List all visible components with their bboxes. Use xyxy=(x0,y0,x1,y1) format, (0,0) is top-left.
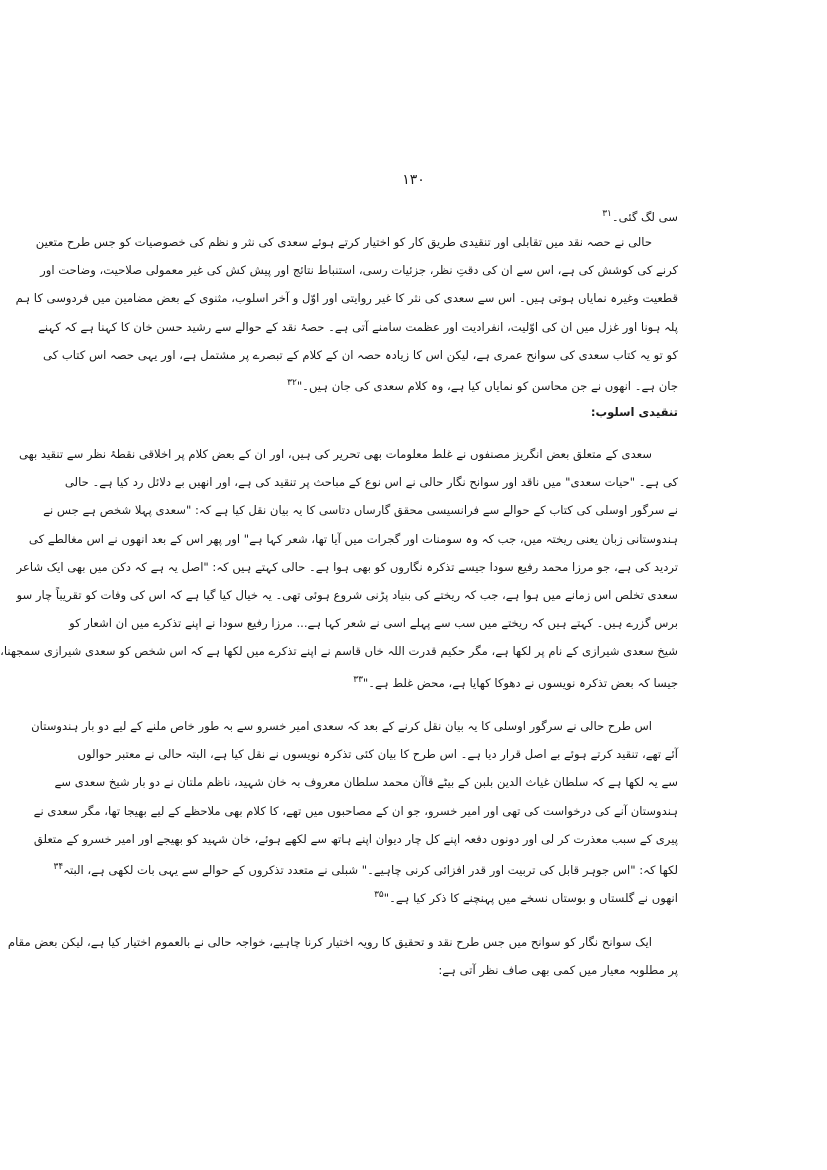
text-line xyxy=(150,200,678,228)
line-text: ہندوستان آنے کی درخواست کی تھی اور امیر خسرو، جو ان کے مصاحبوں میں تھے، کا کلام بھی ملاحظے کے لیے بھیجا تھا، مگر سعدی نے xyxy=(33,803,678,818)
text-line xyxy=(64,468,678,496)
text-line xyxy=(35,228,678,256)
text-line xyxy=(28,525,678,553)
line-text: جان ہے۔ انھوں نے جن محاسن کو نمایاں کیا ہے، وہ کلام سعدی کی جان ہیں۔" xyxy=(296,378,678,393)
text-line xyxy=(16,553,678,581)
text-line xyxy=(150,881,678,909)
line-text: پیری کے سبب معذرت کر لی اور دونوں دفعہ اپنے کل چار دیوان اپنے ہاتھ سے لکھے ہوئے، خان شہید کو بھیجے اور امیر خسرو کے متعلق xyxy=(33,831,678,846)
paragraph xyxy=(15,228,678,397)
section-heading xyxy=(150,398,678,426)
text-line xyxy=(150,956,678,984)
line-text: پر مطلوبہ معیار میں کمی بھی صاف نظر آتی ہے: xyxy=(438,963,678,978)
line-text: کرنے کی کوشش کی ہے، اس سے ان کی دقتِ نظر، جزئیات رسی، استنباط نتائج اور پیش کش کی غیر معمولی صلاحیت، وضاحت اور xyxy=(40,263,678,278)
line-text: کو تو یہ کتاب سعدی کی سوانح عمری ہے، لیکن اس کا زیادہ حصہ ان کے کلام کے تبصرے پر مشتمل ہے، اور یہی حصہ اس کتاب کی xyxy=(42,347,678,362)
line-text: ہندوستانی زبان یعنی ریختہ میں، جب کہ وہ سومنات اور گجرات میں آیا تھا، شعر کہا ہے" اور پھر اس کے بعد انھوں نے اس مغالطے کی xyxy=(28,531,678,546)
line-text: پلہ ہونا اور غزل میں ان کی اوّلیت، انفرادیت اور عظمت سامنے آتی ہے۔ حصۂ نقد کے حوالے سے رشید حسن خان کا کہنا ہے کہ کہنے xyxy=(38,319,678,334)
paragraph xyxy=(0,440,678,694)
text-line xyxy=(53,853,678,881)
text-line xyxy=(69,609,678,637)
text-line xyxy=(19,440,678,468)
text-line xyxy=(150,398,678,426)
text-line xyxy=(38,313,678,341)
footnote-marker: ۳۴ xyxy=(53,861,64,872)
text-line xyxy=(150,666,678,694)
line-text: قطعیت وغیرہ نمایاں ہوتی ہیں۔ اس سے سعدی کی نثر کا غیر روایتی اور اوّل و آخر اسلوب، مثنوی کے بعض مضامین میں فردوسی کا ہم xyxy=(15,291,678,306)
text-line xyxy=(42,341,678,369)
paragraph xyxy=(31,712,678,909)
paragraph xyxy=(150,200,678,228)
footnote-marker: ۳۱ xyxy=(602,209,612,219)
line-text: سے یہ لکھا ہے کہ سلطان غیاث الدین بلبن کے بیٹے قاآن محمد سلطان معروف بہ خان شہید، ناظم ملتان نے دو بار شیخ سعدی سے xyxy=(54,775,678,790)
line-text: برس گزرے ہیں۔ کہتے ہیں کہ ریختے میں سب سے پہلے اسی نے شعر کہا ہے... مرزا رفیع سودا نے اپنے تذکرے میں ان اشعار کو xyxy=(69,616,678,631)
line-text: لکھا کہ: "اس جوہر قابل کی تربیت اور قدر افزائی کرنی چاہیے۔" شبلی نے متعدد تذکروں کے حوالے سے یہی بات لکھی ہے، البتہ xyxy=(63,862,678,877)
line-text: جیسا کہ بعض تذکرہ نویسوں نے دھوکا کھایا ہے، محض غلط ہے۔" xyxy=(362,675,678,690)
line-text: کی ہے۔ "حیات سعدی" میں ناقد اور سوانح نگار حالی نے اس نوع کے مباحث پر تنقید کی ہے، اور انھیں بے دلائل رد کیا ہے۔ حالی xyxy=(64,475,678,490)
line-text: سعدی کے متعلق بعض انگریز مصنفوں نے غلط معلومات بھی تحریر کی ہیں، اور ان کے بعض کلام پر اخلاقی نقطۂ نظر سے تنقید بھی xyxy=(19,447,652,461)
text-line xyxy=(33,825,678,853)
text-line xyxy=(77,740,678,768)
text-line xyxy=(16,581,678,609)
text-line xyxy=(43,496,678,524)
line-text: ایک سوانح نگار کو سوانح میں جس طرح نقد و تحقیق کا رویہ اختیار کرنا چاہیے، خواجہ حالی نے بالعموم اختیار کیا ہے، لیکن بعض مقام xyxy=(7,935,652,949)
text-line xyxy=(40,256,678,284)
text-line xyxy=(33,797,678,825)
line-text: شیخ سعدی شیرازی کے نام پر لکھا ہے، مگر حکیم قدرت اللہ خاں قاسم نے اپنے تذکرے میں لکھا ہے کہ اس شخص کو سعدی شیرازی سمجھنا، xyxy=(0,644,678,659)
text-line xyxy=(0,637,678,665)
line-text: انھوں نے گلستاں و بوستاں نسخے میں پہنچنے کا ذکر کیا ہے۔" xyxy=(383,890,678,905)
line-text: تردید کی ہے، جو مرزا محمد رفیع سودا جیسے تذکرہ نگاروں کو بھی ہوا ہے۔ حالی کہتے ہیں کہ: "اصل یہ ہے کہ دکن میں بھی ایک شاعر xyxy=(16,559,678,574)
line-text: سی لگ گئی۔ xyxy=(611,209,678,224)
line-text: سعدی تخلص اس زمانے میں ہوا ہے، جب کہ ریختے کی بنیاد پڑنی شروع ہوئی تھی۔ یہ خیال کیا گیا ہے کہ اس کی وفات کو تقریباً چار سو xyxy=(16,587,678,602)
text-line xyxy=(15,284,678,312)
line-text: حالی نے حصہ نقد میں تقابلی اور تنقیدی طریق کار کو اختیار کرتے ہوئے سعدی کی نثر و نظم کی خصوصیات کو جس طرح متعین xyxy=(35,235,652,249)
text-line xyxy=(150,369,678,397)
line-text: آئے تھے، تنقید کرتے ہوئے بے اصل قرار دیا ہے۔ اس طرح کا بیان کئی تذکرہ نویسوں نے نقل کیا ہے، البتہ حالی نے معتبر حوالوں xyxy=(77,747,678,762)
footnote-marker: ۳۵ xyxy=(374,890,384,901)
text-line xyxy=(54,768,678,796)
footnote-marker: ۳۳ xyxy=(353,674,363,685)
line-text: تنقیدی اسلوب: xyxy=(590,405,678,419)
paragraph xyxy=(7,928,678,984)
line-text: اس طرح حالی نے سرگور اوسلی کا یہ بیان نقل کرنے کے بعد کہ سعدی امیر خسرو سے بہ طور خاص ملنے کے لیے دو بار ہندوستان xyxy=(31,719,652,733)
footnote-marker: ۳۲ xyxy=(287,377,297,388)
text-line xyxy=(31,712,678,740)
line-text: نے سرگور اوسلی کی کتاب کے حوالے سے فرانسیسی محقق گارساں دتاسی کا یہ بیان نقل کیا ہے کہ: "سعدی پہلا شخص ہے جس نے xyxy=(43,503,678,518)
text-line xyxy=(7,928,678,956)
page-number: ۱۳۰ xyxy=(402,172,425,188)
